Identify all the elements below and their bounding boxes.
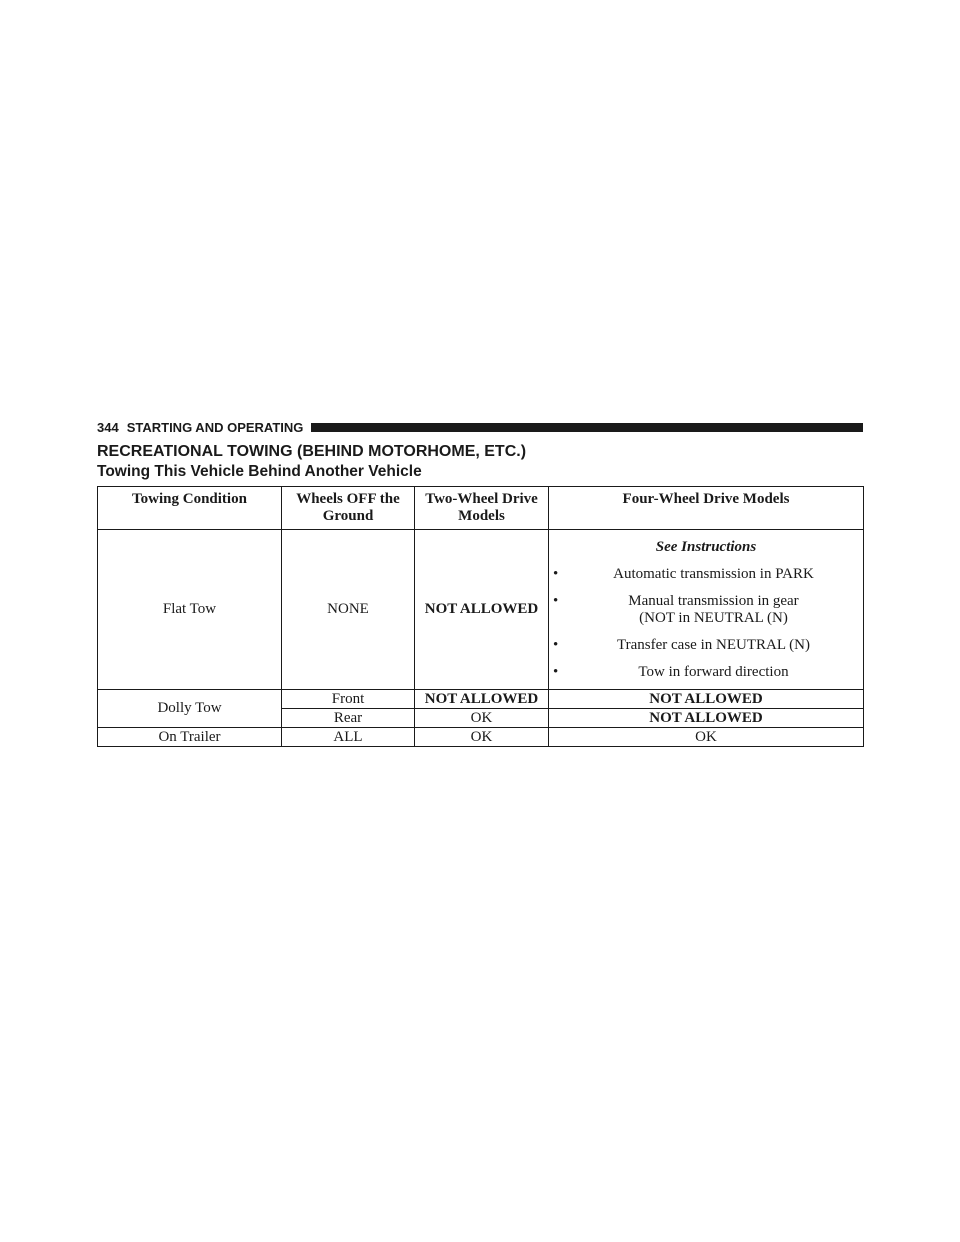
instructions-list <box>553 566 859 681</box>
page-title: RECREATIONAL TOWING (BEHIND MOTORHOME, ETC.) <box>97 443 527 460</box>
cell-flat-tow-condition: Flat Tow <box>98 530 282 690</box>
page-subtitle: Towing This Vehicle Behind Another Vehicle <box>97 463 422 480</box>
header-rule <box>311 423 863 432</box>
table-header-row <box>98 487 864 530</box>
towing-table <box>97 486 864 747</box>
page-header <box>97 417 863 437</box>
see-instructions-note: See Instructions <box>655 538 757 555</box>
table-row <box>98 728 864 747</box>
cell-trailer-wheels: ALL <box>282 728 415 747</box>
header-wheels-line1: Wheels OFF the <box>296 491 400 507</box>
cell-dolly-front-wheels: Front <box>282 690 415 709</box>
header-two-line2: Models <box>458 508 505 524</box>
cell-trailer-condition: On Trailer <box>98 728 282 747</box>
cell-flat-tow-four-wheel <box>549 530 864 690</box>
header-wheels-off-ground <box>282 487 415 530</box>
list-item-line: Manual transmission in gear <box>628 592 799 609</box>
cell-dolly-rear-two-wheel: OK <box>415 709 549 728</box>
cell-trailer-two-wheel: OK <box>415 728 549 747</box>
page-number: 344 <box>97 419 119 435</box>
header-four-wheel-drive: Four-Wheel Drive Models <box>549 487 864 530</box>
table-row <box>98 690 864 709</box>
cell-dolly-tow-condition: Dolly Tow <box>98 690 282 728</box>
list-item-line: (NOT in NEUTRAL (N) <box>639 609 788 626</box>
cell-dolly-rear-four-wheel: NOT ALLOWED <box>549 709 864 728</box>
header-towing-condition: Towing Condition <box>98 487 282 530</box>
section-name: STARTING AND OPERATING <box>126 419 304 435</box>
header-two-line1: Two-Wheel Drive <box>425 491 538 507</box>
cell-dolly-front-four-wheel: NOT ALLOWED <box>549 690 864 709</box>
cell-trailer-four-wheel: OK <box>549 728 864 747</box>
cell-dolly-rear-wheels: Rear <box>282 709 415 728</box>
list-item: • Transfer case in NEUTRAL (N) <box>553 637 859 654</box>
table-row <box>98 530 864 690</box>
list-item: • Tow in forward direction <box>553 664 859 681</box>
list-item <box>553 593 859 627</box>
list-item: • Automatic transmission in PARK <box>553 566 859 583</box>
cell-dolly-front-two-wheel: NOT ALLOWED <box>415 690 549 709</box>
cell-flat-tow-wheels: NONE <box>282 530 415 690</box>
header-two-wheel-drive <box>415 487 549 530</box>
cell-flat-tow-two-wheel: NOT ALLOWED <box>415 530 549 690</box>
header-wheels-line2: Ground <box>322 508 374 524</box>
